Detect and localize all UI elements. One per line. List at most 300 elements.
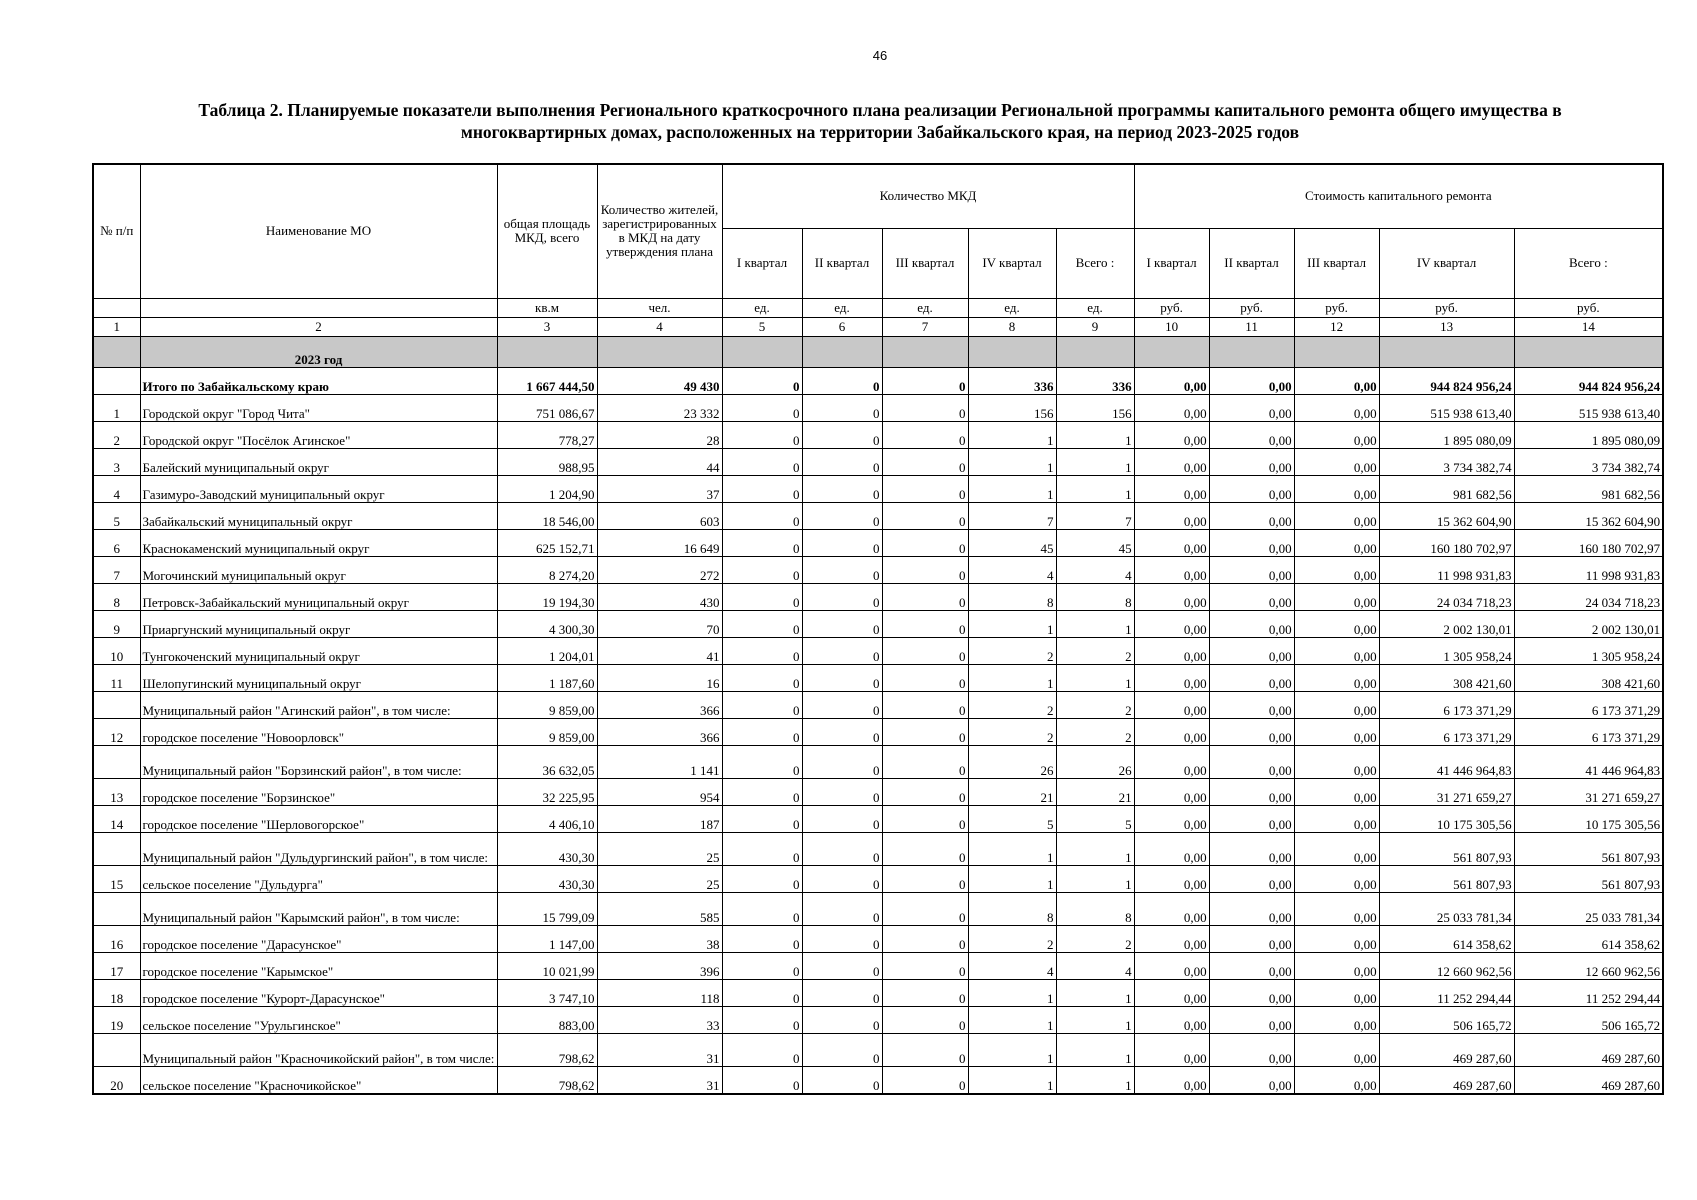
value-cell: 0 xyxy=(802,1006,882,1033)
value-cell: 0,00 xyxy=(1134,691,1209,718)
value-cell: 0 xyxy=(722,832,802,865)
unit-cell: руб. xyxy=(1209,298,1294,317)
page-number: 46 xyxy=(872,48,888,63)
value-cell: 0 xyxy=(802,832,882,865)
value-cell: 0,00 xyxy=(1209,448,1294,475)
value-cell: 21 xyxy=(968,778,1056,805)
value-cell: 0 xyxy=(722,583,802,610)
value-cell: 0,00 xyxy=(1209,892,1294,925)
value-cell: 0,00 xyxy=(1134,805,1209,832)
value-cell: 430 xyxy=(597,583,722,610)
value-cell: 11 998 931,83 xyxy=(1514,556,1663,583)
row-number: 1 xyxy=(93,394,140,421)
value-cell: 0 xyxy=(882,475,968,502)
value-cell: 70 xyxy=(597,610,722,637)
row-number: 19 xyxy=(93,1006,140,1033)
value-cell: 0 xyxy=(722,745,802,778)
table-row xyxy=(93,925,1663,952)
value-cell: 31 271 659,27 xyxy=(1379,778,1514,805)
value-cell: 0,00 xyxy=(1294,1066,1379,1094)
value-cell: 16 649 xyxy=(597,529,722,556)
value-cell: 0 xyxy=(802,805,882,832)
value-cell: 0 xyxy=(802,502,882,529)
value-cell: 156 xyxy=(968,394,1056,421)
value-cell: 625 152,71 xyxy=(497,529,597,556)
value-cell: 0,00 xyxy=(1294,778,1379,805)
value-cell: 0,00 xyxy=(1209,1006,1294,1033)
unit-cell: руб. xyxy=(1294,298,1379,317)
value-cell: 0,00 xyxy=(1294,529,1379,556)
value-cell: 308 421,60 xyxy=(1514,664,1663,691)
unit-cell: ед. xyxy=(968,298,1056,317)
value-cell: 0,00 xyxy=(1294,583,1379,610)
column-number-cell: 13 xyxy=(1379,317,1514,336)
value-cell: 9 859,00 xyxy=(497,718,597,745)
value-cell: 0 xyxy=(882,925,968,952)
value-cell: 0 xyxy=(802,637,882,664)
value-cell: 0 xyxy=(802,394,882,421)
value-cell: 0 xyxy=(722,664,802,691)
row-number: 8 xyxy=(93,583,140,610)
value-cell: 31 xyxy=(597,1066,722,1094)
value-cell: 37 xyxy=(597,475,722,502)
mo-name: Муниципальный район "Красночикойский район", в том числе: xyxy=(140,1033,497,1066)
header-name: Наименование МО xyxy=(140,164,497,298)
value-cell: 0,00 xyxy=(1294,610,1379,637)
value-cell: 12 660 962,56 xyxy=(1379,952,1514,979)
value-cell: 16 xyxy=(597,664,722,691)
table-row xyxy=(93,610,1663,637)
value-cell: 0 xyxy=(882,778,968,805)
value-cell: 0,00 xyxy=(1209,691,1294,718)
value-cell: 0,00 xyxy=(1294,421,1379,448)
value-cell: 25 xyxy=(597,865,722,892)
value-cell: 0,00 xyxy=(1294,367,1379,394)
value-cell: 603 xyxy=(597,502,722,529)
column-number-cell: 7 xyxy=(882,317,968,336)
value-cell: 0 xyxy=(722,892,802,925)
value-cell: 0,00 xyxy=(1294,448,1379,475)
value-cell: 187 xyxy=(597,805,722,832)
value-cell: 0 xyxy=(802,979,882,1006)
header-num: № п/п xyxy=(93,164,140,298)
value-cell: 469 287,60 xyxy=(1514,1066,1663,1094)
value-cell: 1 xyxy=(968,475,1056,502)
value-cell: 0,00 xyxy=(1134,529,1209,556)
unit-cell: ед. xyxy=(1056,298,1134,317)
value-cell: 1 xyxy=(968,664,1056,691)
value-cell: 2 002 130,01 xyxy=(1379,610,1514,637)
row-number: 13 xyxy=(93,778,140,805)
value-cell: 0,00 xyxy=(1294,691,1379,718)
column-numbers-row xyxy=(93,317,1663,336)
value-cell: 10 021,99 xyxy=(497,952,597,979)
value-cell: 0 xyxy=(722,1006,802,1033)
value-cell: 15 362 604,90 xyxy=(1514,502,1663,529)
value-cell: 515 938 613,40 xyxy=(1379,394,1514,421)
row-number: 18 xyxy=(93,979,140,1006)
value-cell: 396 xyxy=(597,952,722,979)
value-cell: 19 194,30 xyxy=(497,583,597,610)
value-cell: 0 xyxy=(722,529,802,556)
value-cell: 0,00 xyxy=(1209,637,1294,664)
value-cell: 0,00 xyxy=(1209,805,1294,832)
value-cell: 0 xyxy=(882,583,968,610)
value-cell: 561 807,93 xyxy=(1514,832,1663,865)
value-cell: 5 xyxy=(968,805,1056,832)
value-cell: 366 xyxy=(597,691,722,718)
value-cell: 1 147,00 xyxy=(497,925,597,952)
value-cell: 25 033 781,34 xyxy=(1379,892,1514,925)
value-cell: 6 173 371,29 xyxy=(1379,718,1514,745)
mo-name: городское поселение "Шерловогорское" xyxy=(140,805,497,832)
table-row xyxy=(93,892,1663,925)
table-row xyxy=(93,745,1663,778)
unit-cell: руб. xyxy=(1134,298,1209,317)
row-number: 12 xyxy=(93,718,140,745)
table-row xyxy=(93,718,1663,745)
value-cell: 944 824 956,24 xyxy=(1514,367,1663,394)
header-cost-total: Всего : xyxy=(1514,228,1663,298)
value-cell: 12 660 962,56 xyxy=(1514,952,1663,979)
value-cell: 160 180 702,97 xyxy=(1379,529,1514,556)
value-cell: 0,00 xyxy=(1294,865,1379,892)
value-cell: 41 446 964,83 xyxy=(1514,745,1663,778)
value-cell: 0 xyxy=(802,475,882,502)
value-cell: 0 xyxy=(802,664,882,691)
value-cell: 33 xyxy=(597,1006,722,1033)
value-cell: 0,00 xyxy=(1134,832,1209,865)
value-cell: 0 xyxy=(722,1066,802,1094)
value-cell: 0 xyxy=(882,952,968,979)
column-number-cell: 9 xyxy=(1056,317,1134,336)
table-row xyxy=(93,691,1663,718)
value-cell: 0 xyxy=(882,805,968,832)
value-cell: 1 xyxy=(1056,421,1134,448)
value-cell: 0,00 xyxy=(1209,745,1294,778)
value-cell: 0,00 xyxy=(1209,610,1294,637)
table-row xyxy=(93,637,1663,664)
value-cell: 41 446 964,83 xyxy=(1379,745,1514,778)
value-cell: 0 xyxy=(722,805,802,832)
value-cell: 1 xyxy=(968,1033,1056,1066)
value-cell: 0 xyxy=(882,1066,968,1094)
row-number xyxy=(93,367,140,394)
total-row xyxy=(93,367,1663,394)
value-cell: 561 807,93 xyxy=(1379,832,1514,865)
value-cell: 118 xyxy=(597,979,722,1006)
value-cell: 0 xyxy=(882,448,968,475)
column-number-cell: 4 xyxy=(597,317,722,336)
value-cell: 0,00 xyxy=(1134,1066,1209,1094)
value-cell: 0 xyxy=(722,475,802,502)
value-cell: 0,00 xyxy=(1209,865,1294,892)
row-number: 11 xyxy=(93,664,140,691)
value-cell: 0 xyxy=(722,448,802,475)
value-cell: 1 xyxy=(968,865,1056,892)
value-cell: 0 xyxy=(722,952,802,979)
value-cell: 0,00 xyxy=(1294,925,1379,952)
value-cell: 45 xyxy=(968,529,1056,556)
value-cell: 18 546,00 xyxy=(497,502,597,529)
value-cell: 0,00 xyxy=(1134,979,1209,1006)
mo-name: Забайкальский муниципальный округ xyxy=(140,502,497,529)
value-cell: 0,00 xyxy=(1294,1006,1379,1033)
value-cell: 1 204,01 xyxy=(497,637,597,664)
value-cell: 1 667 444,50 xyxy=(497,367,597,394)
mo-name: городское поселение "Дарасунское" xyxy=(140,925,497,952)
value-cell: 41 xyxy=(597,637,722,664)
header-mkd-q2: II квартал xyxy=(802,228,882,298)
value-cell: 430,30 xyxy=(497,832,597,865)
row-number: 10 xyxy=(93,637,140,664)
value-cell: 0,00 xyxy=(1209,925,1294,952)
value-cell: 1 895 080,09 xyxy=(1379,421,1514,448)
header-cost-q3: III квартал xyxy=(1294,228,1379,298)
value-cell: 0,00 xyxy=(1209,502,1294,529)
value-cell: 1 xyxy=(1056,1033,1134,1066)
value-cell: 798,62 xyxy=(497,1066,597,1094)
value-cell: 2 xyxy=(968,718,1056,745)
value-cell: 9 859,00 xyxy=(497,691,597,718)
value-cell: 4 xyxy=(1056,556,1134,583)
mo-name: Балейский муниципальный округ xyxy=(140,448,497,475)
unit-cell: чел. xyxy=(597,298,722,317)
column-number-cell: 10 xyxy=(1134,317,1209,336)
value-cell: 585 xyxy=(597,892,722,925)
value-cell: 0,00 xyxy=(1134,1006,1209,1033)
value-cell: 0 xyxy=(802,952,882,979)
value-cell: 469 287,60 xyxy=(1379,1033,1514,1066)
unit-cell: руб. xyxy=(1379,298,1514,317)
value-cell: 614 358,62 xyxy=(1379,925,1514,952)
value-cell: 561 807,93 xyxy=(1514,865,1663,892)
value-cell: 8 274,20 xyxy=(497,556,597,583)
value-cell: 0,00 xyxy=(1134,367,1209,394)
value-cell: 0 xyxy=(882,718,968,745)
value-cell: 23 332 xyxy=(597,394,722,421)
value-cell: 0 xyxy=(802,1033,882,1066)
value-cell: 0 xyxy=(802,610,882,637)
table-row xyxy=(93,1006,1663,1033)
value-cell: 0 xyxy=(882,832,968,865)
value-cell: 2 xyxy=(968,925,1056,952)
value-cell: 0 xyxy=(802,865,882,892)
value-cell: 0,00 xyxy=(1209,832,1294,865)
value-cell: 3 747,10 xyxy=(497,979,597,1006)
value-cell: 160 180 702,97 xyxy=(1514,529,1663,556)
value-cell: 0 xyxy=(882,529,968,556)
value-cell: 0,00 xyxy=(1294,1033,1379,1066)
value-cell: 7 xyxy=(968,502,1056,529)
value-cell: 1 xyxy=(1056,1006,1134,1033)
value-cell: 1 305 958,24 xyxy=(1514,637,1663,664)
value-cell: 44 xyxy=(597,448,722,475)
row-number xyxy=(93,1033,140,1066)
value-cell: 31 271 659,27 xyxy=(1514,778,1663,805)
column-number-cell: 14 xyxy=(1514,317,1663,336)
value-cell: 1 895 080,09 xyxy=(1514,421,1663,448)
header-cost-q1: I квартал xyxy=(1134,228,1209,298)
table-row xyxy=(93,979,1663,1006)
value-cell: 366 xyxy=(597,718,722,745)
value-cell: 0 xyxy=(722,502,802,529)
value-cell: 981 682,56 xyxy=(1379,475,1514,502)
value-cell: 4 xyxy=(1056,952,1134,979)
value-cell: 0 xyxy=(802,448,882,475)
value-cell: 0 xyxy=(882,691,968,718)
value-cell: 0 xyxy=(722,637,802,664)
value-cell: 1 305 958,24 xyxy=(1379,637,1514,664)
value-cell: 0 xyxy=(802,691,882,718)
value-cell: 2 xyxy=(968,637,1056,664)
value-cell: 26 xyxy=(1056,745,1134,778)
header-mkd-q1: I квартал xyxy=(722,228,802,298)
value-cell: 156 xyxy=(1056,394,1134,421)
value-cell: 0,00 xyxy=(1134,778,1209,805)
value-cell: 10 175 305,56 xyxy=(1514,805,1663,832)
row-number: 15 xyxy=(93,865,140,892)
header-mkd-q3: III квартал xyxy=(882,228,968,298)
value-cell: 1 xyxy=(1056,610,1134,637)
value-cell: 0 xyxy=(882,745,968,778)
mo-name: Муниципальный район "Дульдургинский район", в том числе: xyxy=(140,832,497,865)
value-cell: 0,00 xyxy=(1134,952,1209,979)
value-cell: 0,00 xyxy=(1294,832,1379,865)
value-cell: 0 xyxy=(882,1006,968,1033)
mo-name: Газимуро-Заводский муниципальный округ xyxy=(140,475,497,502)
value-cell: 0,00 xyxy=(1134,664,1209,691)
value-cell: 0,00 xyxy=(1294,664,1379,691)
plan-table xyxy=(92,163,1664,1095)
value-cell: 778,27 xyxy=(497,421,597,448)
value-cell: 0 xyxy=(722,610,802,637)
value-cell: 0 xyxy=(802,778,882,805)
value-cell: 0 xyxy=(802,892,882,925)
value-cell: 0,00 xyxy=(1209,556,1294,583)
value-cell: 2 xyxy=(1056,718,1134,745)
header-cost-q4: IV квартал xyxy=(1379,228,1514,298)
value-cell: 0,00 xyxy=(1294,745,1379,778)
value-cell: 15 799,09 xyxy=(497,892,597,925)
row-number xyxy=(93,892,140,925)
value-cell: 28 xyxy=(597,421,722,448)
mo-name: Приаргунский муниципальный округ xyxy=(140,610,497,637)
value-cell: 3 734 382,74 xyxy=(1514,448,1663,475)
value-cell: 0 xyxy=(722,1033,802,1066)
value-cell: 0,00 xyxy=(1209,367,1294,394)
value-cell: 6 173 371,29 xyxy=(1379,691,1514,718)
value-cell: 4 xyxy=(968,952,1056,979)
mo-name: Краснокаменский муниципальный округ xyxy=(140,529,497,556)
value-cell: 49 430 xyxy=(597,367,722,394)
value-cell: 2 xyxy=(1056,925,1134,952)
table-row xyxy=(93,556,1663,583)
row-number: 5 xyxy=(93,502,140,529)
unit-cell xyxy=(93,298,140,317)
header-cost-group: Стоимость капитального ремонта xyxy=(1134,164,1663,228)
mo-name: сельское поселение "Дульдурга" xyxy=(140,865,497,892)
value-cell: 8 xyxy=(1056,892,1134,925)
value-cell: 0 xyxy=(722,865,802,892)
value-cell: 0 xyxy=(882,367,968,394)
table-row xyxy=(93,529,1663,556)
mo-name: Городской округ "Город Чита" xyxy=(140,394,497,421)
value-cell: 5 xyxy=(1056,805,1134,832)
value-cell: 0,00 xyxy=(1134,394,1209,421)
unit-cell: ед. xyxy=(802,298,882,317)
value-cell: 11 252 294,44 xyxy=(1379,979,1514,1006)
value-cell: 1 187,60 xyxy=(497,664,597,691)
value-cell: 0,00 xyxy=(1209,778,1294,805)
value-cell: 1 xyxy=(1056,832,1134,865)
value-cell: 0,00 xyxy=(1134,1033,1209,1066)
table-row xyxy=(93,805,1663,832)
value-cell: 3 734 382,74 xyxy=(1379,448,1514,475)
mo-name: городское поселение "Новоорловск" xyxy=(140,718,497,745)
value-cell: 6 173 371,29 xyxy=(1514,691,1663,718)
value-cell: 0 xyxy=(722,925,802,952)
value-cell: 0,00 xyxy=(1134,448,1209,475)
column-number-cell: 8 xyxy=(968,317,1056,336)
value-cell: 25 xyxy=(597,832,722,865)
row-number: 4 xyxy=(93,475,140,502)
value-cell: 0 xyxy=(802,367,882,394)
column-number-cell: 11 xyxy=(1209,317,1294,336)
value-cell: 2 002 130,01 xyxy=(1514,610,1663,637)
value-cell: 0 xyxy=(882,502,968,529)
unit-cell xyxy=(140,298,497,317)
value-cell: 336 xyxy=(968,367,1056,394)
value-cell: 1 xyxy=(1056,865,1134,892)
value-cell: 0 xyxy=(722,691,802,718)
value-cell: 0,00 xyxy=(1209,718,1294,745)
header-cost-q2: II квартал xyxy=(1209,228,1294,298)
row-number: 20 xyxy=(93,1066,140,1094)
table-row xyxy=(93,664,1663,691)
mo-name: Шелопугинский муниципальный округ xyxy=(140,664,497,691)
value-cell: 0,00 xyxy=(1134,421,1209,448)
value-cell: 0 xyxy=(802,529,882,556)
value-cell: 1 xyxy=(1056,1066,1134,1094)
value-cell: 38 xyxy=(597,925,722,952)
table-row xyxy=(93,952,1663,979)
value-cell: 515 938 613,40 xyxy=(1514,394,1663,421)
column-number-cell: 6 xyxy=(802,317,882,336)
value-cell: 0,00 xyxy=(1209,583,1294,610)
value-cell: 0 xyxy=(722,394,802,421)
column-number-cell: 5 xyxy=(722,317,802,336)
value-cell: 0,00 xyxy=(1294,979,1379,1006)
value-cell: 0 xyxy=(802,421,882,448)
value-cell: 0 xyxy=(802,925,882,952)
value-cell: 0 xyxy=(722,718,802,745)
mo-name: городское поселение "Борзинское" xyxy=(140,778,497,805)
value-cell: 2 xyxy=(1056,691,1134,718)
value-cell: 0,00 xyxy=(1294,394,1379,421)
mo-name: Муниципальный район "Агинский район", в том числе: xyxy=(140,691,497,718)
value-cell: 0 xyxy=(802,745,882,778)
value-cell: 1 204,90 xyxy=(497,475,597,502)
value-cell: 0,00 xyxy=(1134,556,1209,583)
value-cell: 0,00 xyxy=(1209,1066,1294,1094)
column-number-cell: 12 xyxy=(1294,317,1379,336)
table-row xyxy=(93,421,1663,448)
header-mkd-group: Количество МКД xyxy=(722,164,1134,228)
value-cell: 0,00 xyxy=(1134,925,1209,952)
header-mkd-q4: IV квартал xyxy=(968,228,1056,298)
value-cell: 32 225,95 xyxy=(497,778,597,805)
